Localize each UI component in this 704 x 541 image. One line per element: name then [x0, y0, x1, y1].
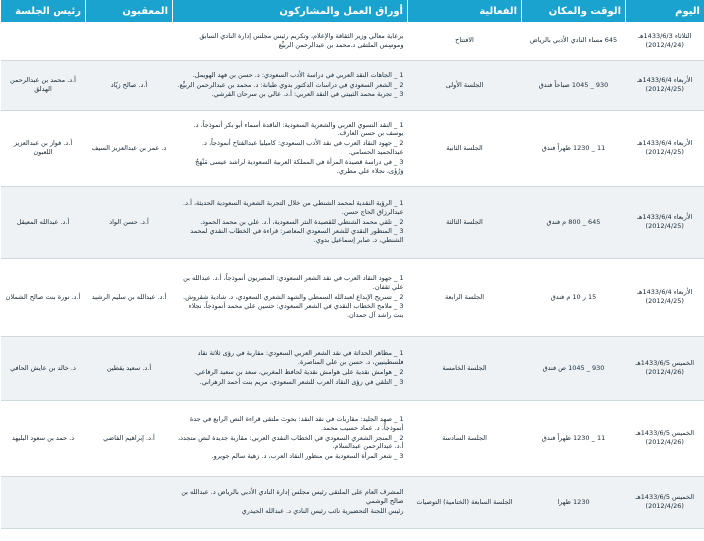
paper-entry: 3 _ التلقي في رؤى النقاد العرب للشعر السعودي، مريم بنت أحمد الزهراني.	[199, 377, 404, 386]
header-day: اليوم	[626, 0, 704, 22]
day-cell: الخميس 1433/6/5هـ (2012/4/26)	[626, 336, 704, 400]
day-cell: الأربعاء 1433/6/4هـ (2012/4/25)	[626, 258, 704, 336]
time-place-cell: 11 _ 1230 ظهراً فندق	[522, 110, 626, 186]
chair-cell: أ.د. نورة بنت صالح الشملان	[1, 258, 86, 336]
time-place-cell: 645 مساء النادي الأدبي بالرياض	[522, 22, 626, 60]
paper-entry: 2 _ جهود النقاد العرب في نقد الأدب السعودي: كاميليا عبدالفتاح أنموذجاً، د. عبدالحميد الحسامي.	[201, 139, 404, 156]
chair-cell: د. حمد بن سعود البليهد	[1, 400, 86, 476]
paper-entry: 2 _ المنجز الشعري السعودي في الخطاب النقدي العربي: مقاربة جديدة لنص متجدد، أ.د. عبدالرحمن عبدالسلام.	[177, 433, 404, 451]
time-place-cell: 930 _ 1045 ص فندق	[522, 336, 626, 400]
paper-entry: 1 _ الجاهات النقد العربي في دراسة الأدب السعودي: د. حسن بن فهد الهويمل.	[192, 70, 404, 79]
paper-entry: 3 _ في دراسة قصيدة المرأة في المملكة العربية السعودية لراشد عيسى مَنْهَجٌ وَرُؤَى، نجلاء علي مطري.	[195, 157, 404, 175]
event-cell: الجلسة الثالثة	[408, 186, 522, 258]
header-chair: رئيس الجلسة	[1, 0, 86, 22]
paper-entry: 1 _ مظاهر الحداثة في نقد الشعر العربي السعودي: مقاربة في رؤى ثلاثة نقاد فلسطينيين، د. حسن بن علي المناصرة.	[197, 349, 404, 367]
papers-cell	[173, 186, 408, 258]
event-cell: الجلسة السابعة (الختامية) التوصيات	[408, 476, 522, 528]
commentators-cell: أ.د. إبراهيم الفاضي	[86, 400, 173, 476]
day-cell: الثلاثاء 1433/6/3هـ (2012/4/24)	[626, 22, 704, 60]
day-cell: الأربعاء 1433/6/4هـ (2012/4/25)	[626, 60, 704, 110]
event-cell: الجلسة الرابعة	[408, 258, 522, 336]
table-row	[1, 258, 704, 336]
papers-cell	[173, 60, 408, 110]
commentators-cell	[86, 476, 173, 528]
table-row	[1, 60, 704, 110]
papers-cell	[173, 110, 408, 186]
header-time-place: الوقت والمكان	[522, 0, 626, 22]
paper-entry: 3 _ شعر المرأة السعودية من منظور النقاد العرب، د. زهية سالم جويرو.	[211, 452, 404, 461]
paper-entry: 3 _ تجربة محمد الثبيتي في النقد العربي: أ.د. عالي بن سرحان القرشي.	[211, 90, 404, 99]
paper-entry: 3 _ ملامح الخطاب النقدي في الشعر السعودي: حسين علي محمد أنموذجاً، نجلاء بنت راشد آل حمدان.	[188, 302, 404, 320]
chair-cell: د. خالد بن عايش الحافي	[1, 336, 86, 400]
event-cell: الجلسة السادسة	[408, 400, 522, 476]
paper-entry: 1 _ النقد النسوي العربي والشعرية السعودية: الناقدة أسماء أبو بكر أنموذجاً، د. يوسف بن حسن العارف.	[193, 120, 404, 138]
paper-entry: رئيس اللجنة التحضيرية نائب رئيس النادي د. عبدالله الحيدري	[241, 506, 404, 515]
commentators-cell: أ.د. عبدالله بن سليم الرشيد	[86, 258, 173, 336]
commentators-cell: أ.د. سعيد يقطين	[86, 336, 173, 400]
commentators-cell: أ.د. صالح زيّاد	[86, 60, 173, 110]
table-row	[1, 476, 704, 528]
chair-cell	[1, 476, 86, 528]
day-cell: الخميس 1433/6/5هـ (2012/4/26)	[626, 476, 704, 528]
papers-cell	[173, 476, 408, 528]
commentators-cell: د. عمر بن عبدالعزيز السيف	[86, 110, 173, 186]
paper-entry: 2 _ تلقي محمد الشنطي للقصيدة النثر السعودية، أ.د. علي بن محمد الحمود.	[200, 217, 404, 226]
paper-entry: 2 _ تسريح الإبداع لعبدالله السمطي والشهد الشعري السعودي، د. شادية شقروش.	[183, 292, 404, 301]
header-commentators: المعقبون	[86, 0, 173, 22]
header-row	[1, 0, 704, 22]
chair-cell: أ.د. فواز بن عبدالعزيز اللعبون	[1, 110, 86, 186]
paper-entry: 1 _ الرؤية النقدية لمحمد الشنطي من خلال التجربة الشعرية السعودية الحديثة، أ.د. عبدالرزاق الحاج حسن.	[183, 199, 404, 216]
header-papers: أوراق العمل والمشاركون	[173, 0, 408, 22]
time-place-cell: 15 ر 10 م فندق	[522, 258, 626, 336]
time-place-cell: 645 _ 800 م فندق	[522, 186, 626, 258]
event-cell: الافتتاح	[408, 22, 522, 60]
day-cell: الخميس 1433/6/5هـ (2012/4/26)	[626, 400, 704, 476]
time-place-cell: 930 _ 1045 صباحاً فندق	[522, 60, 626, 110]
paper-entry: 1 _ صهد الجليد: مقاربات في نقد النقد: بحوث ملتقى قراءة النص الرابع في جدة أنموذجاً، د. عماد حسيب محمد.	[189, 415, 404, 432]
day-cell: الأربعاء 1433/6/4هـ (2012/4/25)	[626, 110, 704, 186]
papers-cell	[173, 258, 408, 336]
event-cell: الجلسة الخامسة	[408, 336, 522, 400]
commentators-cell: أ.د. حسن الواد	[86, 186, 173, 258]
time-place-cell: 1230 ظهرا	[522, 476, 626, 528]
chair-cell: أ.د. عبدالله المعيقل	[1, 186, 86, 258]
paper-entry: 2 _ هوامش نقدية على هوامش نقدية لحافظ المغربي، سعد بن سعيد الرفاعي.	[193, 368, 404, 376]
table-row	[1, 22, 704, 60]
paper-entry: 3 _ المنظور النقدي للشعر السعودي المعاصر: قراءة في الخطاب النقدي لمحمد الشنطي، د. صابر إسماعيل بدوي.	[190, 227, 404, 245]
papers-cell	[173, 400, 408, 476]
time-place-cell: 11 _ 1230 ظهراً فندق	[522, 400, 626, 476]
table-row	[1, 400, 704, 476]
table-row	[1, 336, 704, 400]
day-cell: الأربعاء 1433/6/4هـ (2012/4/25)	[626, 186, 704, 258]
event-cell: الجلسة الثانية	[408, 110, 522, 186]
papers-cell	[173, 336, 408, 400]
header-event: الفعالية	[408, 0, 522, 22]
event-cell: الجلسة الأولى	[408, 60, 522, 110]
table-row	[1, 110, 704, 186]
paper-entry: برعاية معالي وزير الثقافة والإعلام، وتكريم رئيس مجلس إدارة النادي السابق وموسِس الملتقى د.محمد بن عبدالرحمن الربيِّع	[199, 31, 404, 49]
papers-cell	[173, 22, 408, 60]
commentators-cell	[86, 22, 173, 60]
chair-cell: أ.د. محمد بن عبدالرحمن الهدلق	[1, 60, 86, 110]
paper-entry: المشرف العام على الملتقى رئيس مجلس إدارة النادي الأدبي بالرياض د. عبدالله بن صالح الوشمي	[181, 488, 404, 506]
paper-entry: 2 _ الشعر السعودي في دراسات الدكتور بدوي طبانة: د. محمد بن عبدالرحمن الربيِّع.	[177, 80, 404, 89]
chair-cell	[1, 22, 86, 60]
paper-entry: 1 _ جهود النقاد العرب في نقد الشعر السعودي: المصريون أنموذجاً، أ.د. عبدالله بن علي ثقفان.	[183, 274, 404, 291]
table-row	[1, 186, 704, 258]
